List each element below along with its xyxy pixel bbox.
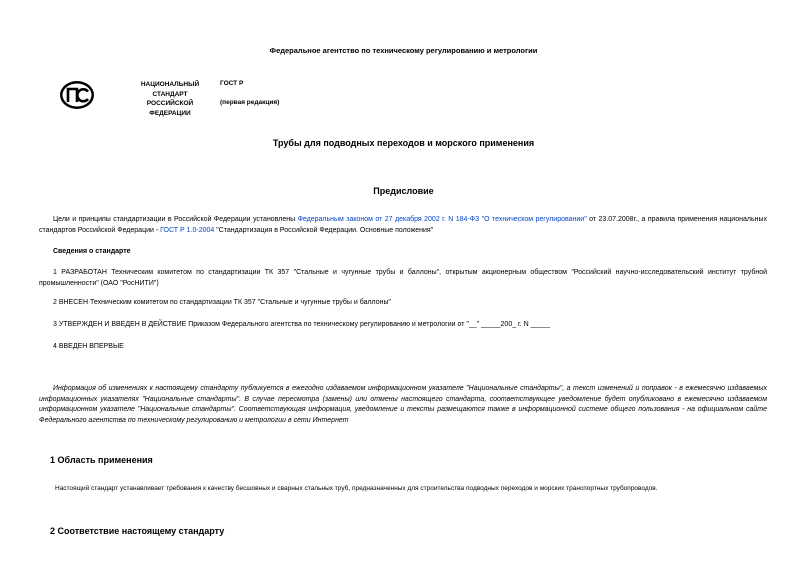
national-standard-line: ФЕДЕРАЦИИ [149, 109, 191, 117]
info-item-developed: 1 РАЗРАБОТАН Техническим комитетом по стандартизации ТК 357 "Стальные и чугунные трубы и баллоны", открытым акционерным обществом "Российский научно-исследовательский институт трубной промышленности" (ОАО "РосНИТИ") [39, 269, 767, 287]
edition-label: (первая редакция) [220, 99, 280, 106]
document-title: Трубы для подводных переходов и морского применения [272, 138, 535, 148]
national-standard-line: РОССИЙСКОЙ [146, 100, 194, 107]
scope-text: Настоящий стандарт устанавливает требования к качеству бесшовных и сварных стальных труб, предназначенных для строительства подводных переходов и морских транспортных трубопроводов. [55, 485, 658, 492]
info-item-submitted: 2 ВНЕСЕН Техническим комитетом по стандартизации ТК 357 "Стальные и чугунные трубы и баллоны" [53, 299, 391, 306]
foreword-heading: Предисловие [373, 186, 434, 196]
section-heading-scope: 1 Область применения [50, 455, 153, 465]
info-item-approved: 3 УТВЕРЖДЕН И ВВЕДЕН В ДЕЙСТВИЕ Приказом Федерального агентства по техническому регулированию и метрологии от "__" _____200_ г. N _____ [53, 321, 551, 328]
info-item-introduced: 4 ВВЕДЕН ВПЕРВЫЕ [53, 343, 124, 350]
section-heading-compliance: 2 Соответствие настоящему стандарту [50, 526, 225, 536]
federal-law-link[interactable]: Федеральным законом от 27 декабря 2002 г. N 184-ФЗ "О техническом регулировании" [297, 216, 587, 223]
national-standard-line: СТАНДАРТ [152, 90, 188, 98]
paragraph-text: "Стандартизация в Российской Федерации. Основные положения" [214, 226, 434, 234]
national-standard-line: НАЦИОНАЛЬНЫЙ [140, 81, 200, 88]
standard-info-heading: Сведения о стандарте [53, 248, 131, 255]
agency-name: Федеральное агентство по техническому регулированию и метрологии [269, 46, 538, 55]
national-standard-label [128, 80, 212, 118]
gost-r-mark-icon [59, 80, 95, 110]
gost-r-1-0-2004-link[interactable]: ГОСТ Р 1.0-2004 [160, 226, 215, 234]
foreword-paragraph [39, 215, 767, 236]
changes-notice: Информация об изменениях к настоящему стандарту публикуется в ежегодно издаваемом информационном указателе "Национальные стандарты", а текст изменений и поправок - в ежемесячно издаваемых информационных указателях "Национальные стандарты". В случае пересмотра (замены) или отмены настоящего стандарта, соответствующее уведомление будет опубликовано в ежемесячно издаваемом информационном указателе "Национальные стандарты". Соответствующая информация, уведомление и тексты размещаются также в информационной системе общего пользования - на официальном сайте Федерального агентства по техническому регулированию и метрологии в сети Интернет [39, 385, 767, 424]
paragraph-text: Цели и принципы стандартизации в Российской Федерации установлены [53, 216, 298, 223]
gost-number: ГОСТ Р [220, 80, 244, 87]
paragraph-text: от 23.07.2008г., а правила применения национальных стандартов Российской Федерации - [39, 216, 767, 234]
